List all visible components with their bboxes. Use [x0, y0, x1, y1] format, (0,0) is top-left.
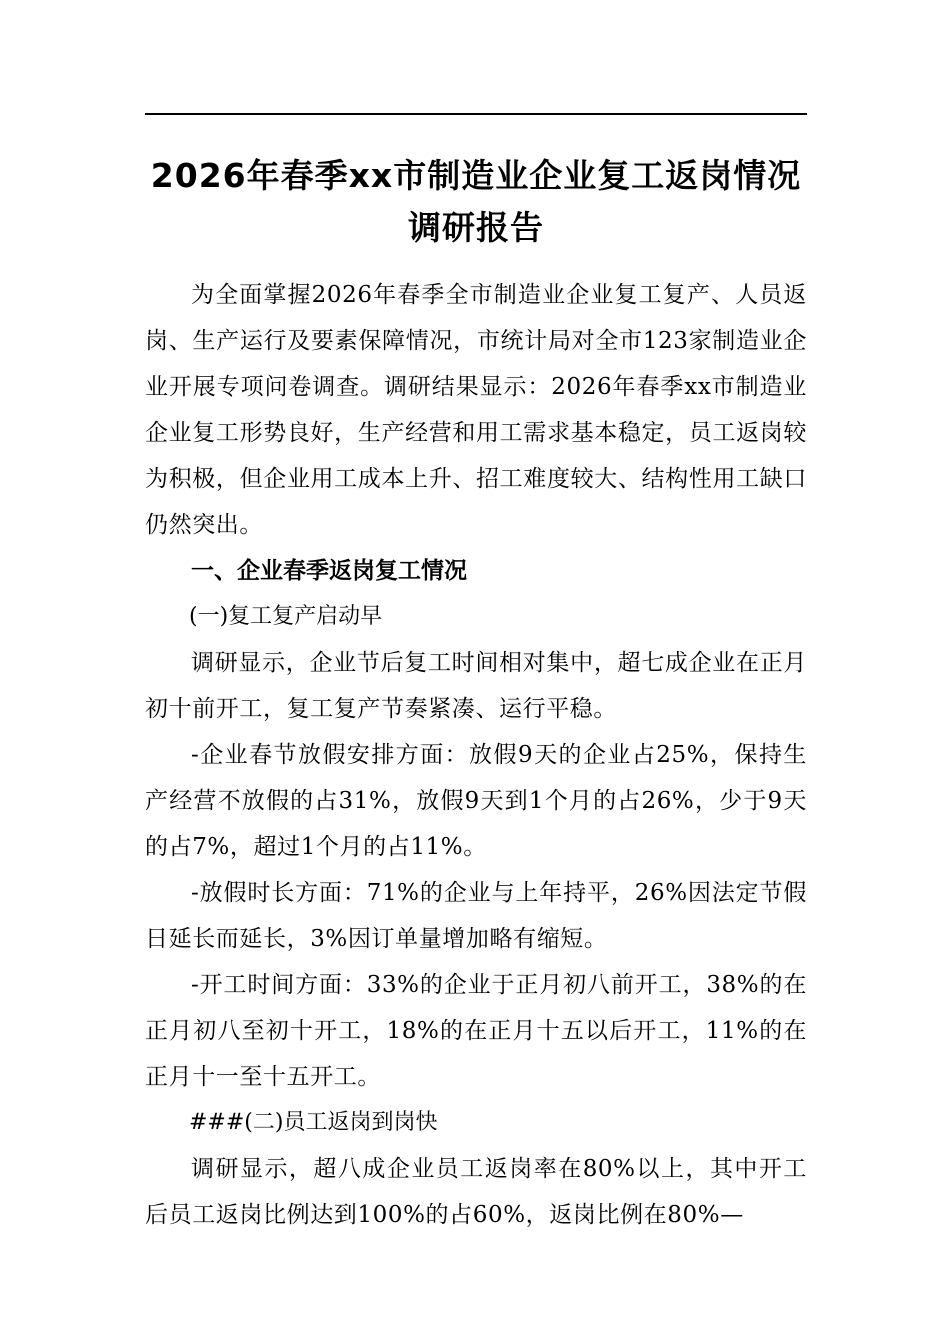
- title-line-2: 调研报告: [408, 208, 544, 247]
- paragraph: -企业春节放假安排方面：放假9天的企业占25%，保持生产经营不放假的占31%，放假9天到1个月的占26%，少于9天的占7%，超过1个月的占11%。: [145, 742, 807, 860]
- title-line-1: 2026年春季xx市制造业企业复工返岗情况: [150, 156, 802, 195]
- paragraph: -开工时间方面：33%的企业于正月初八前开工，38%的在正月初八至初十开工，18%的在正月十五以后开工，11%的在正月十一至十五开工。: [145, 972, 807, 1090]
- header-rule: [145, 113, 807, 115]
- paragraph: 调研显示，企业节后复工时间相对集中，超七成企业在正月初十前开工，复工复产节奏紧凑、运行平稳。: [145, 650, 807, 722]
- section-heading: 一、企业春季返岗复工情况: [191, 558, 467, 584]
- subsection-heading: (一)复工复产启动早: [189, 604, 383, 629]
- subsection-heading: ###(二)员工返岗到岗快: [189, 1110, 438, 1135]
- paragraph: 调研显示，超八成企业员工返岗率在80%以上，其中开工后员工返岗比例达到100%的占60%，返岗比例在80%—: [145, 1156, 807, 1228]
- intro-paragraph: 为全面掌握2026年春季全市制造业企业复工复产、人员返岗、生产运行及要素保障情况，市统计局对全市123家制造业企业开展专项问卷调查。调研结果显示：2026年春季xx市制造业企业复工形势良好，生产经营和用工需求基本稳定，员工返岗较为积极，但企业用工成本上升、招工难度较大、结构性用工缺口仍然突出。: [145, 282, 807, 538]
- paragraph: -放假时长方面：71%的企业与上年持平，26%因法定节假日延长而延长，3%因订单量增加略有缩短。: [145, 880, 807, 952]
- document-body: [145, 272, 807, 1238]
- document-title: [145, 150, 807, 254]
